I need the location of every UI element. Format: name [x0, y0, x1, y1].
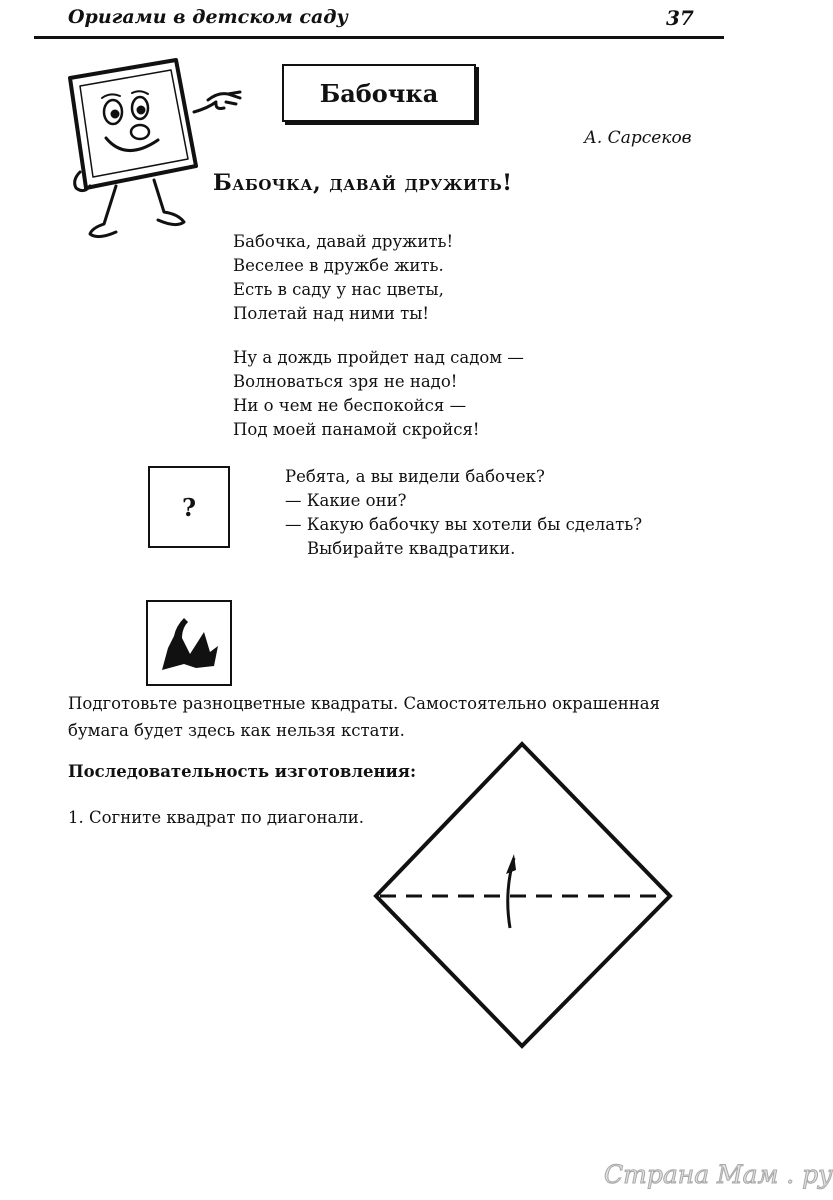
poem-line: Бабочка, давай дружить!: [233, 232, 454, 251]
poem: [233, 230, 573, 442]
running-title: Оригами в детском саду: [68, 6, 348, 28]
fold-diagram: [370, 740, 680, 1052]
poem-line: Ни о чем не беспокойся —: [233, 396, 467, 415]
poem-line: Под моей панамой скройся!: [233, 420, 480, 439]
section-title: Бабочка: [319, 78, 439, 108]
question-icon-box: [148, 466, 230, 548]
watermark: Страна Мам . ру: [604, 1160, 833, 1189]
poem-stanza: [233, 346, 573, 442]
question-item: — Какие они?: [285, 489, 730, 513]
fold-arrow-head: [506, 854, 516, 874]
page-number: 37: [666, 6, 694, 30]
origami-icon-box: [146, 600, 232, 686]
header-rule: [34, 36, 724, 39]
poem-line: Веселее в дружбе жить.: [233, 256, 444, 275]
questions-block: [285, 465, 730, 561]
question-item: — Какую бабочку вы хотели бы сделать? Выбирайте квадратики.: [285, 513, 730, 561]
poem-line: Есть в саду у нас цветы,: [233, 280, 444, 299]
sequence-heading: Последовательность изготовления:: [68, 762, 417, 781]
poem-line: Волноваться зря не надо!: [233, 372, 458, 391]
poem-title: Бабочка, давай дружить!: [213, 170, 513, 196]
origami-figure-icon: [154, 608, 224, 678]
poem-line: Ну а дождь пройдет над садом —: [233, 348, 524, 367]
section-title-box: [282, 64, 476, 122]
question-mark-icon: ?: [181, 492, 197, 522]
step-1: 1. Согните квадрат по диагонали.: [68, 808, 365, 827]
author: А. Сарсеков: [584, 128, 692, 148]
question-intro: Ребята, а вы видели бабочек?: [285, 467, 545, 486]
square-mascot-icon: [58, 56, 248, 251]
poem-line: Полетай над ними ты!: [233, 304, 429, 323]
instruction-paragraph: Подготовьте разноцветные квадраты. Самостоятельно окрашенная бумага будет здесь как нельзя кстати.: [68, 694, 661, 740]
poem-stanza: [233, 230, 573, 326]
